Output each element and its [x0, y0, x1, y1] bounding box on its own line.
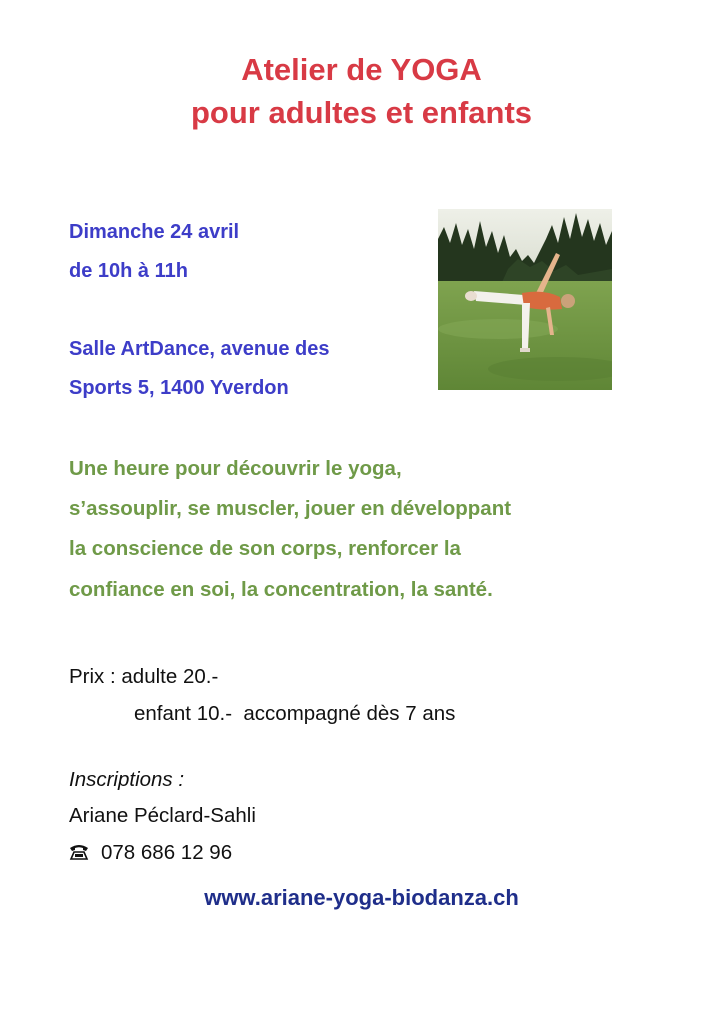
contact-name: Ariane Péclard-Sahli — [69, 804, 256, 827]
description-line-3: la conscience de son corps, renforcer la — [69, 537, 461, 560]
description-line-2: s’assouplir, se muscler, jouer en développant — [69, 497, 512, 520]
event-address-line-1: Salle ArtDance, avenue des — [69, 338, 330, 360]
description-line-4: confiance en soi, la concentration, la santé. — [69, 578, 493, 601]
event-date: Dimanche 24 avril — [69, 221, 240, 243]
title-line-2: pour adultes et enfants — [190, 95, 533, 130]
price-child: enfant 10.- accompagné dès 7 ans — [134, 702, 456, 725]
title-line-1: Atelier de YOGA — [241, 52, 482, 87]
registration-heading: Inscriptions : — [69, 768, 185, 791]
yoga-pose-illustration — [438, 209, 612, 390]
description-line-1: Une heure pour découvrir le yoga, — [69, 457, 402, 480]
website-link[interactable]: www.ariane-yoga-biodanza.ch — [204, 885, 519, 910]
yoga-photo — [438, 209, 612, 390]
price-adult: Prix : adulte 20.- — [69, 665, 219, 688]
event-time: de 10h à 11h — [69, 260, 188, 282]
event-address-line-2: Sports 5, 1400 Yverdon — [69, 377, 289, 399]
contact-phone-row — [69, 840, 232, 866]
contact-phone: 078 686 12 96 — [101, 841, 233, 864]
telephone-icon — [69, 842, 89, 860]
